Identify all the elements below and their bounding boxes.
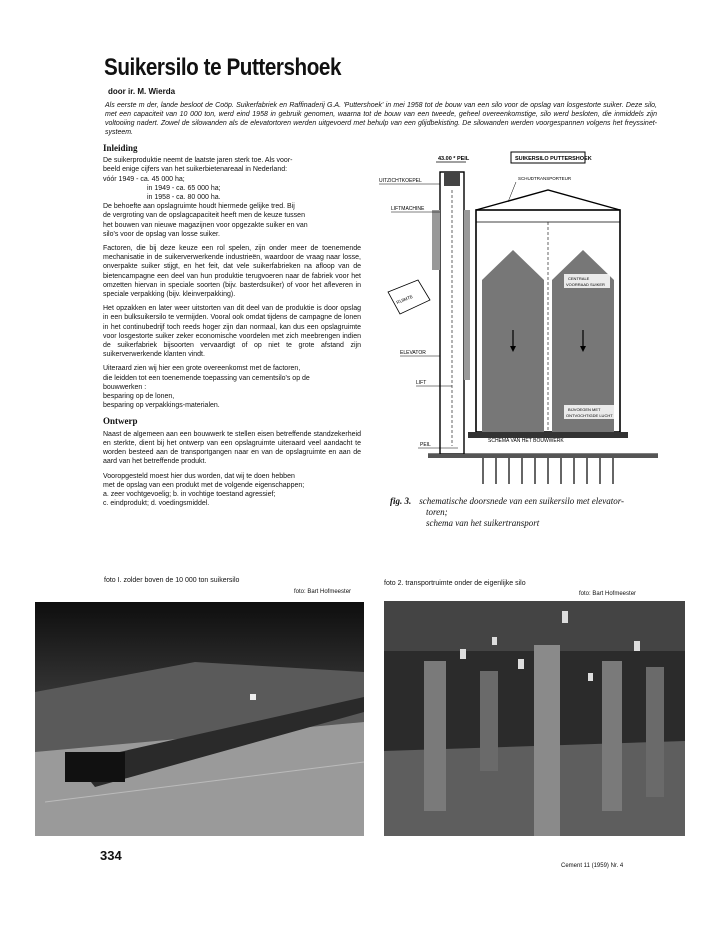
- diagram-label: PEIL: [420, 442, 431, 448]
- diagram-label: BIJVOEGEN MET: [568, 407, 601, 412]
- text-line: c. eindprodukt; d. voedingsmiddel.: [103, 500, 210, 508]
- photo-attic: [35, 602, 364, 836]
- figure-caption-line: toren;: [426, 507, 448, 517]
- journal-reference: Cement 11 (1959) Nr. 4: [561, 863, 624, 869]
- diagram-label: RUIMTE: [395, 293, 414, 306]
- paragraph: Factoren, die bij deze keuze een rol spelen, zijn onder meer de toenemende mechanisatie in de suikerverwerkende industrieën, waardoor de vraag naar losse, onverpakte suiker stijgt, en het feit, dat vele suikerfabrieken na afloop van de bietencampagne een deel van hun produktie terugvoeren naar de fabriek voor het omzetten hiervan in speciale soorten (bijv. basterdsuiker) of voor het afleveren in speciale verpakking (bijv. kleinverpakking).: [103, 245, 361, 299]
- paragraph: Naast de algemeen aan een bouwwerk te stellen eisen betreffende standzekerheid en sterkte, dient bij het ontwerp van een opslagruimte uiteraard veel aandacht te worden besteed aan de transportgangen naar en van de opslagruimte en aan de aard van het betreffende produkt.: [103, 430, 361, 466]
- diagram-title-label: SUIKERSILO PUTTERSHOEK: [515, 156, 592, 162]
- diagram-label: ELEVATOR: [400, 350, 426, 356]
- text-line: de vergroting van de opslagcapaciteit heeft men de keuze tussen: [103, 212, 305, 220]
- figure-caption-line: schema van het suikertransport: [426, 518, 540, 528]
- photo1-caption: foto I. zolder boven de 10 000 ton suikersilo: [104, 577, 240, 584]
- diagram-label: UITZICHTKOEPEL: [379, 178, 422, 184]
- text-line: besparing op verpakkings-materialen.: [103, 402, 220, 410]
- page-number: 334: [100, 848, 122, 863]
- text-line: vóór 1949 - ca. 45 000 ha;: [103, 175, 185, 183]
- inleiding-intro: [103, 156, 361, 239]
- article-title: Suikersilo te Puttershoek: [104, 54, 342, 81]
- diagram-label: 43.00 * PEIL: [438, 156, 470, 162]
- photo1-credit: foto: Bart Hofmeester: [294, 589, 352, 595]
- photo2-caption: foto 2. transportruimte onder de eigenlijke silo: [384, 580, 526, 587]
- text-line: Vooropgesteld moest hier dus worden, dat wij te doen hebben: [103, 472, 295, 480]
- text-line: in 1958 - ca. 80 000 ha.: [147, 194, 221, 202]
- left-column: [103, 144, 361, 508]
- section-heading-inleiding: Inleiding: [103, 143, 138, 153]
- text-line: bouwwerken :: [103, 383, 147, 391]
- text-line: Uiteraard zien wij hier een grote overeenkomst met de factoren,: [103, 365, 301, 373]
- figure-number: fig. 3.: [390, 496, 412, 506]
- photo-transport-room: [384, 601, 685, 836]
- silo-section-diagram: [368, 150, 658, 545]
- diagram-label: CENTRALE: [568, 276, 590, 281]
- text-line: a. zeer vochtgevoelig; b. in vochtige toestand agressief;: [103, 490, 276, 498]
- text-line: die leidden tot een toenemende toepassing van cementsilo's op de: [103, 374, 310, 382]
- text-line: De behoefte aan opslagruimte houdt hiermede gelijke tred. Bij: [103, 203, 295, 211]
- section-heading-ontwerp: Ontwerp: [103, 416, 138, 427]
- text-line: het bouwen van nieuwe magazijnen voor opgezakte suiker en van: [103, 221, 308, 229]
- article-abstract: Als eerste m der, lande besloot de Coöp. Suikerfabriek en Raffinaderij G.A. 'Puttershoek' in mei 1958 tot de bouw van een silo voor de opslag van losgestorte suiker. Deze silo, met een capaciteit van 10 000 ton, werd eind 1958 in gebruik genomen, waarna tot de bouw van een tweede, geheel overeenkomstige, silo werd besloten, die inmiddels zijn voltooiing nadert. Zowel de silowanden als de elevatortoren werden uitgevoerd met behulp van een glijdbekisting. De silowanden werden voorgespannen volgens het freyssinet-systeem.: [105, 102, 657, 136]
- text-line: De suikerproduktie neemt de laatste jaren sterk toe. Als voor-: [103, 157, 293, 165]
- diagram-label: LIFT: [416, 380, 427, 386]
- diagram-label: LIFTMACHINE: [391, 206, 425, 212]
- diagram-label: ONTVOCHTIGDE LUCHT: [566, 413, 613, 418]
- text-line: besparing op de lonen,: [103, 393, 175, 401]
- article-author: door ir. M. Wierda: [108, 87, 176, 96]
- text-line: beeld enige cijfers van het suikerbietenareaal in Nederland:: [103, 166, 288, 174]
- text-line: in 1949 - ca. 65 000 ha;: [147, 184, 221, 192]
- diagram-label: SCHUDTRANSPORTEUR: [518, 176, 572, 181]
- figure-caption: [390, 496, 624, 529]
- diagram-label: VOORRAAD SUIKER: [566, 282, 605, 287]
- photo2-credit: foto: Bart Hofmeester: [579, 591, 637, 597]
- inleiding-p4: [103, 364, 361, 410]
- diagram-label: SCHEMA VAN HET BOUWWERK: [488, 438, 564, 444]
- figure-caption-line: schematische doorsnede van een suikersilo met elevator-: [419, 496, 625, 506]
- text-line: met de opslag van een produkt met de volgende eigenschappen;: [103, 481, 305, 489]
- text-line: silo's voor de opslag van losse suiker.: [103, 230, 220, 238]
- ontwerp-p2: [103, 472, 361, 509]
- paragraph: Het opzakken en later weer uitstorten van dit deel van de produktie is door opslag in een bulksuikersilo te vermijden. Vooral ook omdat tijdens de campagne de lonen in het continubedrijf toch reeds hoger zijn dan normaal, kan dus een opslagruimte voor losgestorte suiker zeker economische voordelen met zich meebrengen indien de suikerfabriek bijsoorten vervaardigt of op niet te grote afstand zijn suikerverwerkende klanten vindt.: [103, 305, 361, 359]
